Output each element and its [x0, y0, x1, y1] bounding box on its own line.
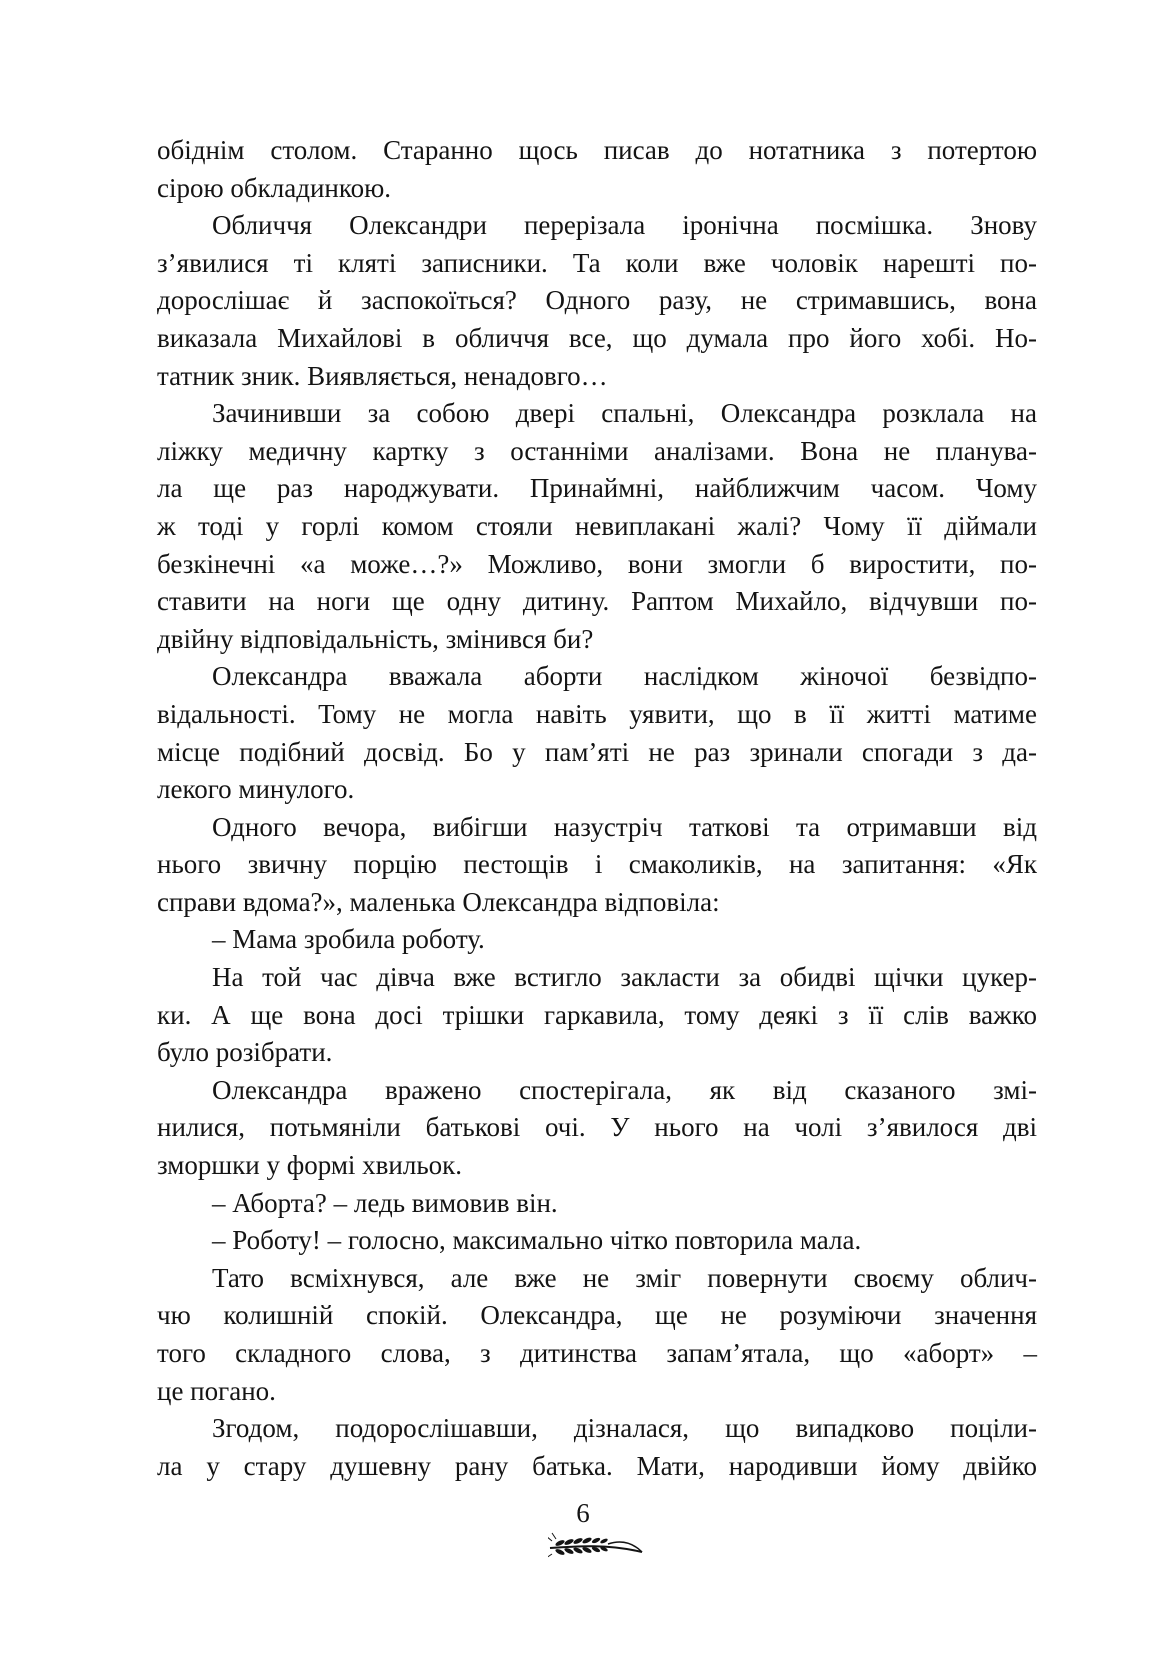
text-line: нилися, потьмяніли батькові очі. У нього на чолі з’явилося дві: [157, 1112, 1037, 1143]
text-line: ла у стару душевну рану батька. Мати, народивши йому двійко: [157, 1450, 1037, 1481]
text-line: Обличчя Олександри перерізала іронічна посмішка. Знову: [212, 210, 1037, 241]
text-line: сірою обкладинкою.: [157, 172, 392, 203]
text-line: справи вдома?», маленька Олександра відповіла:: [157, 886, 720, 917]
text-line: відальності. Тому не могла навіть уявити, що в її житті матиме: [157, 698, 1037, 729]
text-line: було розібрати.: [157, 1037, 333, 1068]
text-line: ла ще раз народжувати. Принаймні, найближчим часом. Чому: [157, 473, 1037, 504]
text-line: двійну відповідальність, змінився би?: [157, 623, 594, 654]
text-line: татник зник. Виявляється, ненадовго…: [157, 360, 608, 391]
wheat-ear-ornament-icon: [548, 1530, 644, 1560]
text-line: обіднім столом. Старанно щось писав до нотатника з потертою: [157, 135, 1037, 165]
text-line: того складного слова, з дитинства запам’ятала, що «аборт» –: [157, 1338, 1037, 1368]
text-line: з’явилися ті кляті записники. Та коли вже чоловік нарешті по-: [157, 247, 1037, 278]
text-line: це погано.: [157, 1375, 276, 1406]
text-line: Одного вечора, вибігши назустріч таткові та отримавши від: [212, 811, 1037, 842]
text-line: ставити на ноги ще одну дитину. Раптом Михайло, відчувши по-: [157, 586, 1037, 617]
text-line: На той час дівча вже встигло закласти за обидві щічки цукер-: [212, 962, 1037, 993]
text-line: Згодом, подорослішавши, дізналася, що випадково поціли-: [212, 1413, 1037, 1444]
text-line: місце подібний досвід. Бо у пам’яті не раз зринали спогади з да-: [157, 736, 1037, 767]
text-line: зморшки у формі хвильок.: [157, 1150, 463, 1181]
text-line: – Аборта? – ледь вимовив він.: [212, 1187, 558, 1218]
text-line: – Роботу! – голосно, максимально чітко повторила мала.: [212, 1225, 862, 1256]
text-line: Олександра вважала аборти наслідком жіночої безвідпо-: [212, 661, 1037, 692]
page-number: 6: [576, 1498, 590, 1528]
text-line: Тато всміхнувся, але вже не зміг повернути своєму облич-: [212, 1262, 1037, 1293]
text-line: – Мама зробила роботу.: [212, 924, 485, 955]
text-line: нього звичну порцію пестощів і смаколиків, на запитання: «Як: [157, 849, 1037, 880]
body-text: [157, 132, 1037, 1485]
text-line: Олександра вражено спостерігала, як від сказаного змі-: [212, 1074, 1037, 1105]
text-line: ліжку медичну картку з останніми аналізами. Вона не планува-: [157, 435, 1037, 466]
text-line: Зачинивши за собою двері спальні, Олександра розклала на: [212, 398, 1037, 429]
text-line: ж тоді у горлі комом стояли невиплакані жалі? Чому її діймали: [157, 510, 1037, 541]
text-line: дорослішає й заспокоїться? Одного разу, не стримавшись, вона: [157, 285, 1037, 316]
text-line: ки. А ще вона досі трішки гаркавила, тому деякі з її слів важко: [157, 999, 1037, 1030]
text-line: лекого минулого.: [157, 774, 355, 805]
text-line: безкінечні «а може…?» Можливо, вони змогли б виростити, по-: [157, 548, 1037, 579]
text-line: виказала Михайлові в обличчя все, що думала про його хобі. Но-: [157, 322, 1037, 353]
text-line: чю колишній спокій. Олександра, ще не розуміючи значення: [157, 1300, 1037, 1331]
